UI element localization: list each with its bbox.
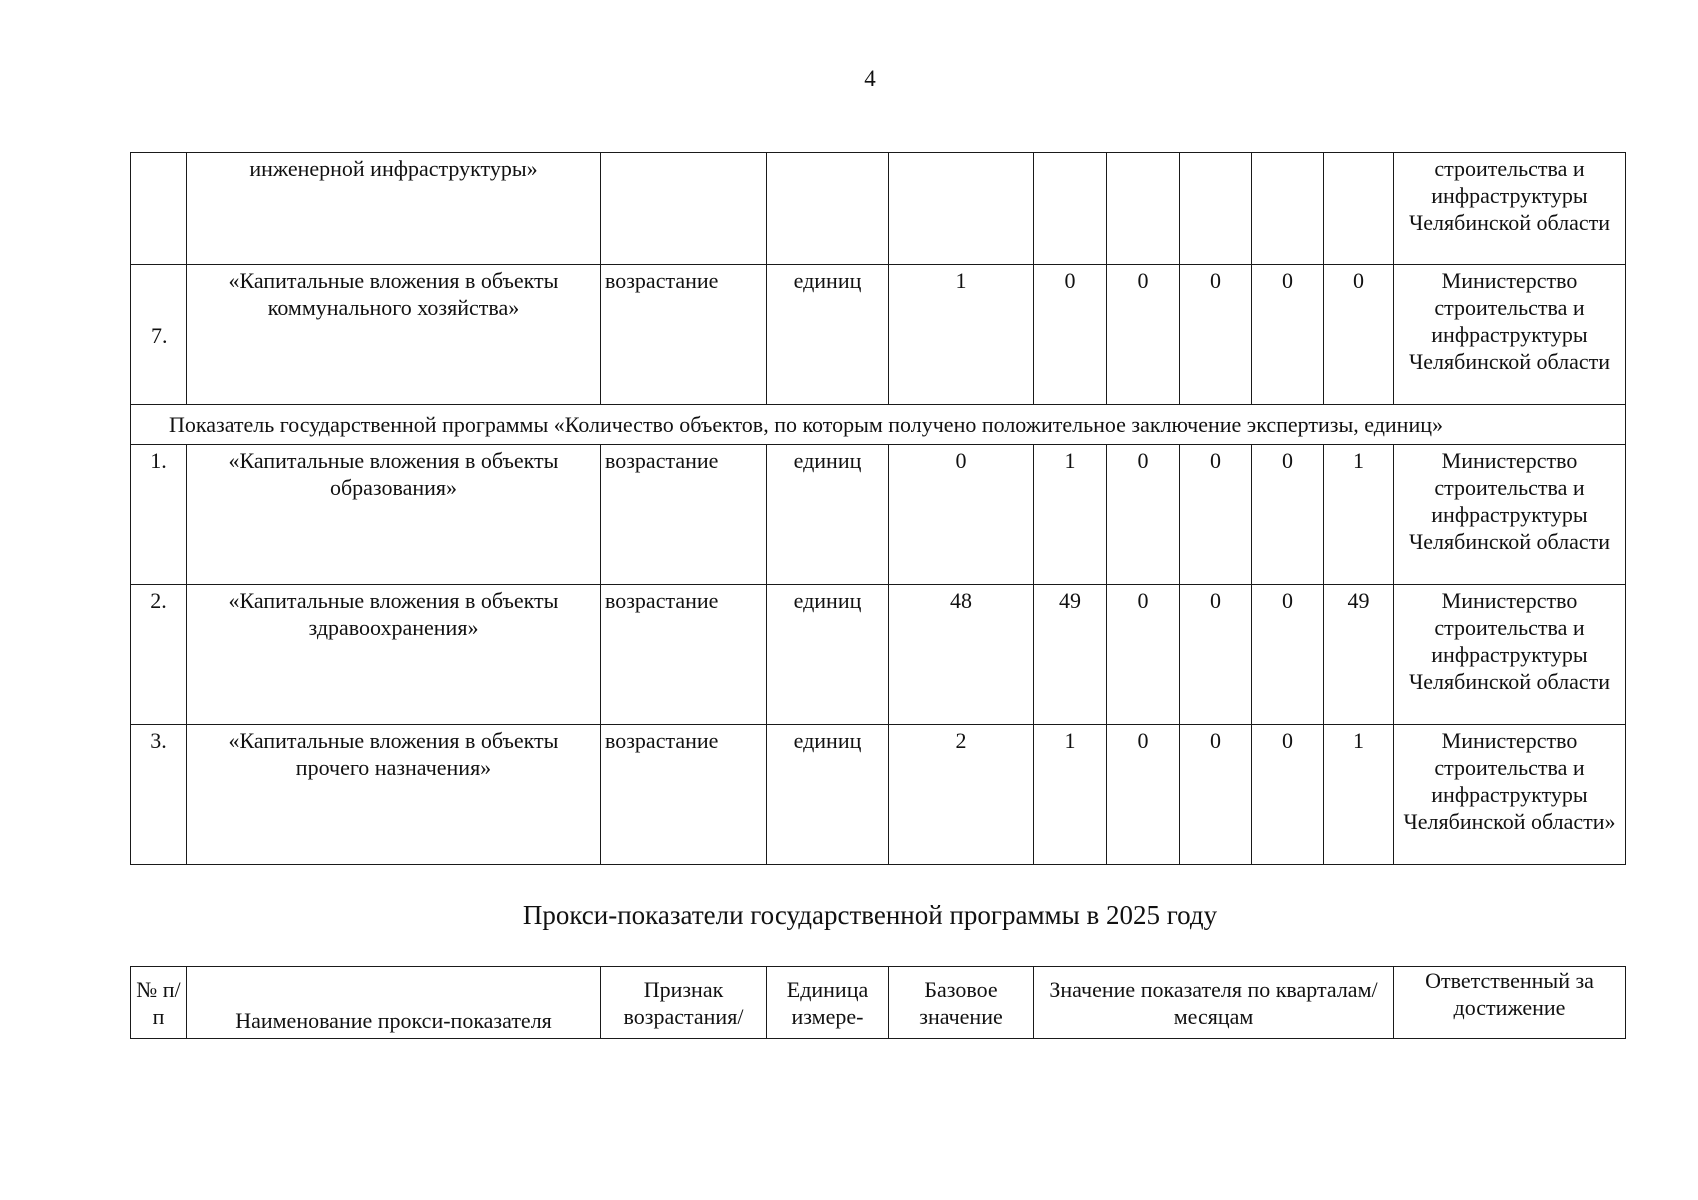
table-row <box>131 585 1626 725</box>
q3-cell <box>1180 153 1252 265</box>
q1-cell <box>1034 153 1107 265</box>
base-value-cell: 0 <box>889 445 1034 585</box>
header-values: Значение показателя по кварталам/месяцам <box>1034 967 1394 1039</box>
unit-cell <box>767 153 889 265</box>
total-cell: 0 <box>1324 265 1394 405</box>
q1-cell: 49 <box>1034 585 1107 725</box>
q3-cell: 0 <box>1180 445 1252 585</box>
table-row <box>131 445 1626 585</box>
responsible-cell: Министерство строительства и инфраструктуры Челябинской области <box>1394 445 1626 585</box>
q2-cell <box>1107 153 1180 265</box>
indicator-name-cell: инженерной инфраструктуры» <box>187 153 601 265</box>
indicator-name-cell: «Капитальные вложения в объекты прочего назначения» <box>187 725 601 865</box>
base-value-cell <box>889 153 1034 265</box>
unit-cell: единиц <box>767 265 889 405</box>
indicators-table <box>130 152 1626 865</box>
trend-cell: возрастание <box>601 265 767 405</box>
header-base: Базовое значение <box>889 967 1034 1039</box>
responsible-cell: Министерство строительства и инфраструктуры Челябинской области <box>1394 265 1626 405</box>
responsible-cell: строительства и инфраструктуры Челябинской области <box>1394 153 1626 265</box>
q4-cell: 0 <box>1252 585 1324 725</box>
q2-cell: 0 <box>1107 445 1180 585</box>
table-row <box>131 153 1626 265</box>
responsible-cell: Министерство строительства и инфраструктуры Челябинской области <box>1394 585 1626 725</box>
q1-cell: 1 <box>1034 725 1107 865</box>
header-unit: Единица измере- <box>767 967 889 1039</box>
table-row <box>131 725 1626 865</box>
row-number-cell: 7. <box>131 265 187 405</box>
section-header: Показатель государственной программы «Количество объектов, по которым получено положительное заключение экспертизы, единиц» <box>131 405 1626 445</box>
row-number-cell: 1. <box>131 445 187 585</box>
q3-cell: 0 <box>1180 585 1252 725</box>
q4-cell <box>1252 153 1324 265</box>
indicator-name-cell: «Капитальные вложения в объекты коммунального хозяйства» <box>187 265 601 405</box>
row-number-cell <box>131 153 187 265</box>
header-name: Наименование прокси-показателя <box>187 967 601 1039</box>
table-row <box>131 265 1626 405</box>
header-num: № п/п <box>131 967 187 1039</box>
base-value-cell: 1 <box>889 265 1034 405</box>
proxy-section-title: Прокси-показатели государственной программы в 2025 году <box>522 900 1218 930</box>
trend-cell: возрастание <box>601 585 767 725</box>
unit-cell: единиц <box>767 445 889 585</box>
unit-cell: единиц <box>767 725 889 865</box>
section-header-row <box>131 405 1626 445</box>
responsible-cell: Министерство строительства и инфраструктуры Челябинской области» <box>1394 725 1626 865</box>
q3-cell: 0 <box>1180 265 1252 405</box>
indicator-name-cell: «Капитальные вложения в объекты образования» <box>187 445 601 585</box>
indicator-name-cell: «Капитальные вложения в объекты здравоохранения» <box>187 585 601 725</box>
row-number-cell: 2. <box>131 585 187 725</box>
total-cell: 49 <box>1324 585 1394 725</box>
q2-cell: 0 <box>1107 265 1180 405</box>
q1-cell: 0 <box>1034 265 1107 405</box>
trend-cell <box>601 153 767 265</box>
q1-cell: 1 <box>1034 445 1107 585</box>
header-trend: Признак возрастания/ <box>601 967 767 1039</box>
q4-cell: 0 <box>1252 265 1324 405</box>
q4-cell: 0 <box>1252 445 1324 585</box>
q4-cell: 0 <box>1252 725 1324 865</box>
proxy-indicators-table <box>130 966 1626 1039</box>
base-value-cell: 2 <box>889 725 1034 865</box>
total-cell: 1 <box>1324 725 1394 865</box>
header-responsible: Ответственный за достижение <box>1394 967 1626 1039</box>
q2-cell: 0 <box>1107 725 1180 865</box>
trend-cell: возрастание <box>601 445 767 585</box>
total-cell <box>1324 153 1394 265</box>
page-number: 4 <box>864 66 876 91</box>
row-number-cell: 3. <box>131 725 187 865</box>
total-cell: 1 <box>1324 445 1394 585</box>
proxy-header-row <box>131 967 1626 1039</box>
base-value-cell: 48 <box>889 585 1034 725</box>
trend-cell: возрастание <box>601 725 767 865</box>
unit-cell: единиц <box>767 585 889 725</box>
q2-cell: 0 <box>1107 585 1180 725</box>
q3-cell: 0 <box>1180 725 1252 865</box>
